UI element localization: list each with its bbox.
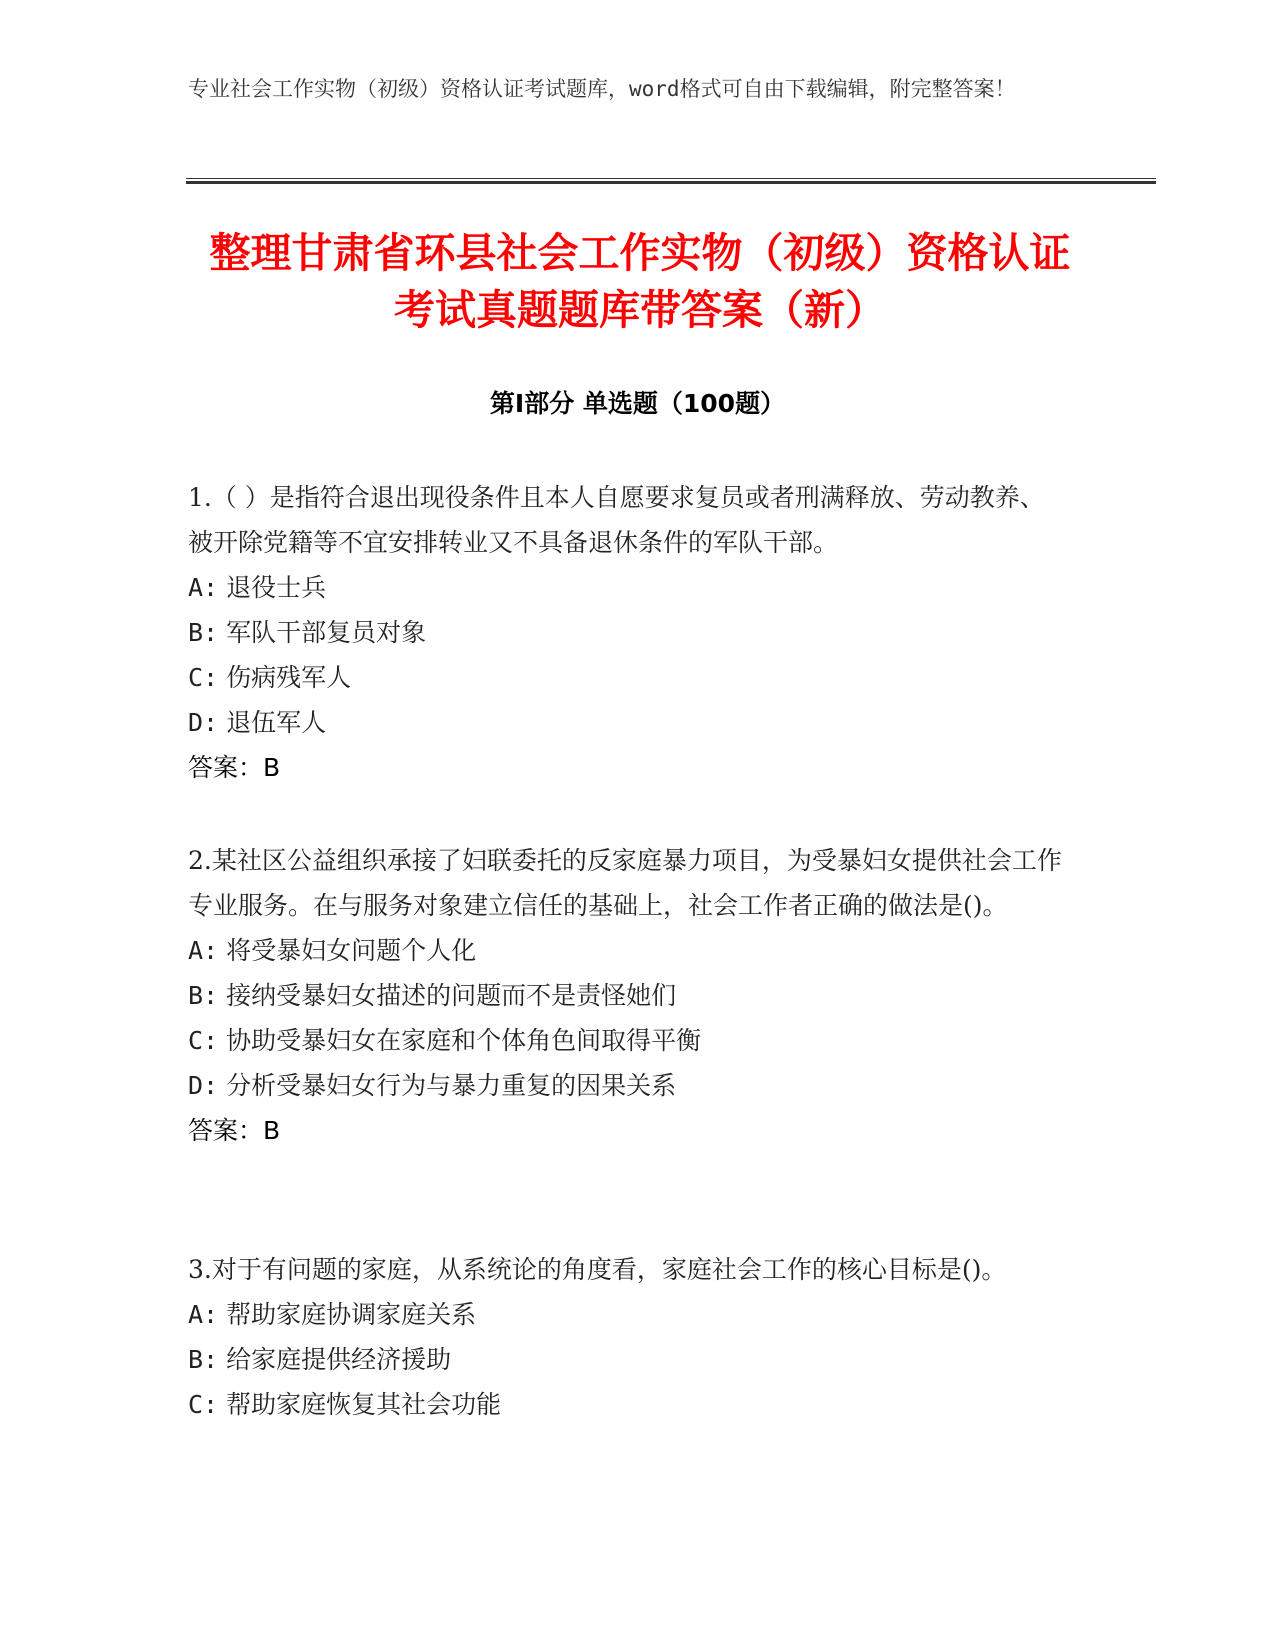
question-stem: 2.某社区公益组织承接了妇联委托的反家庭暴力项目，为受暴妇女提供社会工作专业服务。在与服务对象建立信任的基础上，社会工作者正确的做法是()。 bbox=[188, 846, 1062, 920]
option-c bbox=[188, 1018, 1068, 1063]
option-a bbox=[188, 565, 1068, 610]
option-a bbox=[188, 928, 1068, 973]
option-letter: A: bbox=[188, 573, 219, 602]
question-3 bbox=[188, 1247, 1068, 1427]
question-stem: 1.（ ）是指符合退出现役条件且本人自愿要求复员或者刑满释放、劳动教养、被开除党籍等不宜安排转业又不具备退休条件的军队干部。 bbox=[188, 483, 1045, 557]
option-letter: C: bbox=[188, 1026, 219, 1055]
option-text: 将受暴妇女问题个人化 bbox=[226, 936, 477, 965]
option-letter: C: bbox=[188, 1390, 219, 1419]
option-letter: B: bbox=[188, 1345, 219, 1374]
option-d bbox=[188, 700, 1068, 745]
option-b bbox=[188, 973, 1068, 1018]
answer-line: 答案：B bbox=[188, 1116, 281, 1145]
option-letter: C: bbox=[188, 663, 219, 692]
section-title: 第Ⅰ部分 单选题（100题） bbox=[489, 389, 786, 418]
option-text: 接纳受暴妇女描述的问题而不是责怪她们 bbox=[226, 981, 677, 1010]
question-stem: 3.对于有问题的家庭，从系统论的角度看，家庭社会工作的核心目标是()。 bbox=[188, 1255, 1007, 1284]
option-letter: D: bbox=[188, 708, 219, 737]
option-letter: A: bbox=[188, 1300, 219, 1329]
option-text: 退伍军人 bbox=[226, 708, 327, 737]
option-b bbox=[188, 610, 1068, 655]
option-letter: B: bbox=[188, 618, 219, 647]
answer-line: 答案：B bbox=[188, 753, 281, 782]
question-1 bbox=[188, 475, 1068, 790]
option-letter: A: bbox=[188, 936, 219, 965]
option-text: 伤病残军人 bbox=[226, 663, 352, 692]
question-2 bbox=[188, 838, 1068, 1153]
option-letter: D: bbox=[188, 1071, 219, 1100]
option-text: 帮助家庭恢复其社会功能 bbox=[226, 1390, 502, 1419]
option-text: 退役士兵 bbox=[226, 573, 327, 602]
option-text: 军队干部复员对象 bbox=[226, 618, 427, 647]
option-text: 帮助家庭协调家庭关系 bbox=[226, 1300, 477, 1329]
document-title: 整理甘肃省环县社会工作实物（初级）资格认证考试真题题库带答案（新） bbox=[209, 229, 1071, 334]
header-note: 专业社会工作实物（初级）资格认证考试题库，word格式可自由下载编辑，附完整答案！ bbox=[188, 77, 1016, 101]
header-divider-thin bbox=[186, 178, 1156, 179]
option-text: 给家庭提供经济援助 bbox=[226, 1345, 452, 1374]
option-a bbox=[188, 1292, 1068, 1337]
option-letter: B: bbox=[188, 981, 219, 1010]
header-divider-thick bbox=[186, 181, 1156, 184]
option-c bbox=[188, 1382, 1068, 1427]
option-text: 协助受暴妇女在家庭和个体角色间取得平衡 bbox=[226, 1026, 702, 1055]
option-c bbox=[188, 655, 1068, 700]
option-d bbox=[188, 1063, 1068, 1108]
option-b bbox=[188, 1337, 1068, 1382]
option-text: 分析受暴妇女行为与暴力重复的因果关系 bbox=[226, 1071, 677, 1100]
